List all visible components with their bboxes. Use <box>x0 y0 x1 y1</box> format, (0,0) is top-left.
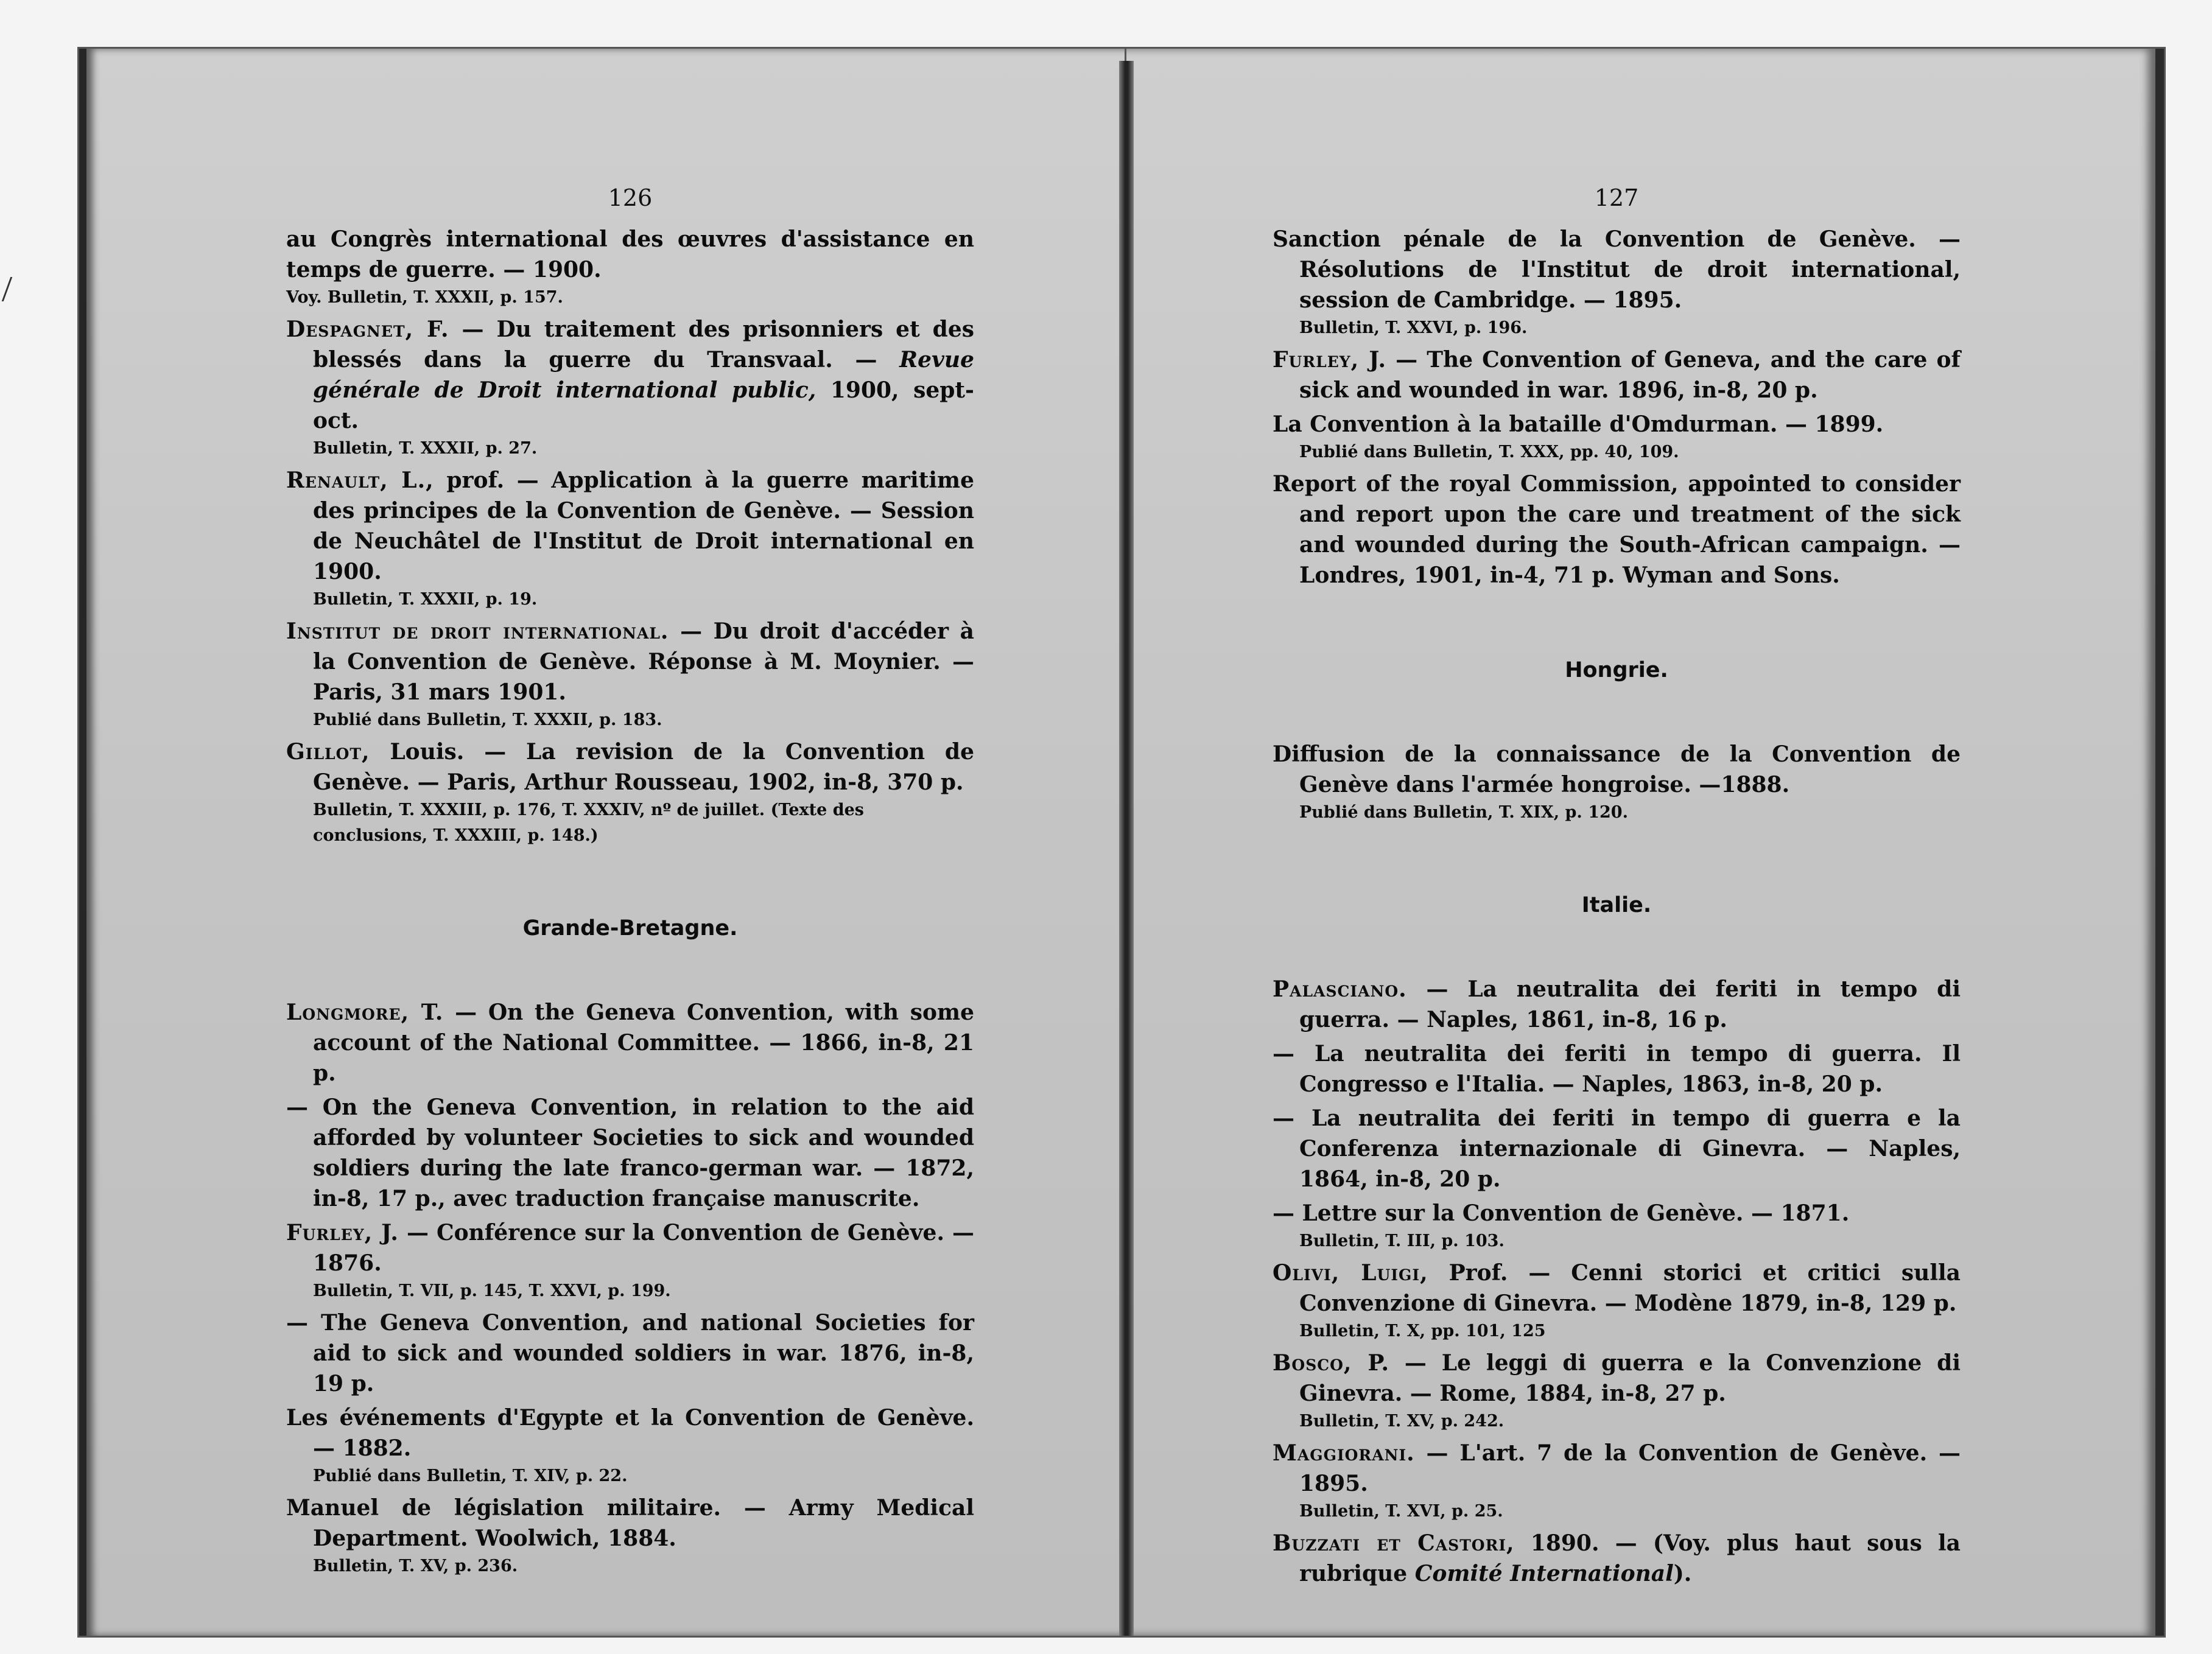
entries-list <box>1273 739 1961 825</box>
entry-tail: ). <box>1673 1561 1692 1586</box>
entry-body: 1890. — (Voy. plus haut sous la rubrique <box>1299 1530 1961 1586</box>
entry-body: — L'art. 7 de la Convention de Genève. — 1895. <box>1299 1440 1961 1496</box>
bibliography-entry <box>1273 1198 1961 1254</box>
entry-text <box>1273 739 1961 800</box>
bibliography-entry <box>1273 1348 1961 1434</box>
entry-body: — On the Geneva Convention, in relation to the aid afforded by volunteer Societies to sick and wounded soldiers during the late franco-german war. — 1872, in-8, 17 p., avec traduction française manuscrite. <box>286 1095 974 1211</box>
entry-text <box>1273 1258 1961 1319</box>
entry-cite: Bulletin, T. XXXII, p. 27. <box>313 439 538 458</box>
bibliography-entry <box>286 1403 974 1489</box>
bibliography-entry <box>1273 974 1961 1035</box>
entry-body: — La neutralita dei feriti in tempo di guerra e la Conferenza internazionale di Ginevra. — Naples, 1864, in-8, 20 p. <box>1273 1106 1961 1192</box>
entry-cite: Bulletin, T. III, p. 103. <box>1299 1232 1505 1250</box>
entries-list <box>286 997 974 1579</box>
entry-text <box>1273 469 1961 590</box>
entry-body: Report of the royal Commission, appointed to consider and report upon the care und treatment of the sick and wounded during the South-African campaign. — Londres, 1901, in-4, 71 p. Wyman and Sons. <box>1273 471 1961 588</box>
entry-body: Manuel de législation militaire. — Army Medical Department. Woolwich, 1884. <box>286 1495 974 1551</box>
entry-author: Buzzati et Castori, <box>1273 1530 1515 1556</box>
right-page-content <box>1273 224 1961 1593</box>
entry-cite: Publié dans Bulletin, T. XIX, p. 120. <box>1299 803 1628 822</box>
entry-text <box>286 314 974 436</box>
entry-journal: Revue générale de Droit international public, <box>313 347 974 403</box>
entry-text <box>1273 224 1961 315</box>
entry-author: Despagnet, F. <box>286 317 449 342</box>
entry-cite: Publié dans Bulletin, T. XIV, p. 22. <box>313 1467 628 1485</box>
entry-text <box>286 1308 974 1399</box>
entry-tail: 1900, sept-oct. <box>313 377 974 433</box>
bibliography-entry <box>286 997 974 1088</box>
entry-text <box>1273 1528 1961 1589</box>
entry-author: Institut de droit international. <box>286 618 669 644</box>
entry-body: Louis. — La revision de la Convention de Genève. — Paris, Arthur Rousseau, 1902, in-8, 370 p. <box>313 739 974 795</box>
entry-author: Longmore, T. <box>286 1000 444 1025</box>
entry-cite: Voy. Bulletin, T. XXXII, p. 157. <box>286 288 563 307</box>
entry-journal: Comité International <box>1414 1561 1674 1586</box>
entry-cite: Publié dans Bulletin, T. XXXII, p. 183. <box>313 710 662 729</box>
page-number: 127 <box>1594 184 1639 211</box>
section-title: Grande-Bretagne. <box>522 916 738 941</box>
entry-body: Diffusion de la connaissance de la Convention de Genève dans l'armée hongroise. —1888. <box>1273 741 1961 797</box>
left-page-content <box>286 224 974 1583</box>
entry-body: — Conférence sur la Convention de Genève. — 1876. <box>313 1220 974 1276</box>
bibliography-entry <box>1273 1528 1961 1589</box>
entry-cite: Bulletin, T. XXXII, p. 19. <box>313 590 538 609</box>
bibliography-entry <box>286 314 974 461</box>
entry-author: Renault, L., <box>286 468 434 493</box>
opening-entry <box>286 224 974 310</box>
entry-cite: Bulletin, T. XXVI, p. 196. <box>1299 318 1528 337</box>
bibliography-entry <box>1273 1438 1961 1524</box>
section-title: Hongrie. <box>1565 658 1668 682</box>
entry-text <box>286 997 974 1088</box>
entry-cite: Bulletin, T. X, pp. 101, 125 <box>1299 1322 1546 1340</box>
entry-text <box>1273 974 1961 1035</box>
bibliography-entry <box>286 616 974 733</box>
entry-body: — Du traitement des prisonniers et des blessés dans la guerre du Transvaal. — <box>313 317 975 373</box>
entries-list <box>1273 224 1961 590</box>
entry-body: La Convention à la bataille d'Omdurman. — 1899. <box>1273 412 1884 437</box>
entry-text <box>1273 1103 1961 1194</box>
entry-cite: Publié dans Bulletin, T. XXX, pp. 40, 109. <box>1299 443 1679 461</box>
entry-body: — The Geneva Convention, and national Societies for aid to sick and wounded soldiers in war. 1876, in-8, 19 p. <box>286 1310 974 1396</box>
book-gutter <box>1119 61 1134 1636</box>
entry-body: — On the Geneva Convention, with some account of the National Committee. — 1866, in-8, 21 p. <box>313 1000 974 1086</box>
entry-cite: Bulletin, T. XVI, p. 25. <box>1299 1502 1503 1521</box>
entry-text <box>1273 409 1961 440</box>
entry-text <box>286 1493 974 1554</box>
entry-body: Les événements d'Egypte et la Convention de Genève. — 1882. <box>286 1405 974 1461</box>
entry-text: au Congrès international des œuvres d'assistance en temps de guerre. — 1900. <box>286 226 974 282</box>
entry-body: Prof. — Cenni storici et critici sulla Convenzione di Ginevra. — Modène 1879, in-8, 129 p. <box>1299 1260 1961 1316</box>
margin-mark <box>2 277 31 301</box>
entry-text <box>1273 1438 1961 1499</box>
entry-cite: Bulletin, T. XV, p. 242. <box>1299 1412 1505 1431</box>
section-title: Italie. <box>1581 893 1652 917</box>
bibliography-entry <box>1273 224 1961 341</box>
entry-body: — La neutralita dei feriti in tempo di guerra. — Naples, 1861, in-8, 16 p. <box>1299 976 1961 1032</box>
entry-text <box>286 616 974 707</box>
entry-body: — La neutralita dei feriti in tempo di guerra. Il Congresso e l'Italia. — Naples, 1863, in-8, 20 p. <box>1273 1041 1961 1097</box>
entry-body: — Lettre sur la Convention de Genève. — 1871. <box>1273 1200 1850 1226</box>
entry-text <box>286 1218 974 1278</box>
entry-text <box>286 737 974 797</box>
page-number: 126 <box>608 184 653 211</box>
entry-author: Bosco, P. <box>1273 1350 1390 1376</box>
bibliography-entry <box>286 737 974 849</box>
bibliography-entry <box>1273 1039 1961 1099</box>
bibliography-entry <box>1273 469 1961 590</box>
entry-cite: Bulletin, T. VII, p. 145, T. XXVI, p. 199. <box>313 1281 671 1300</box>
bibliography-entry <box>1273 739 1961 825</box>
entry-text <box>286 465 974 587</box>
bibliography-entry <box>286 1493 974 1579</box>
entry-text <box>1273 1348 1961 1409</box>
entry-author: Gillot, <box>286 739 370 765</box>
bibliography-entry <box>1273 1258 1961 1344</box>
entry-body: — Le leggi di guerra e la Convenzione di Ginevra. — Rome, 1884, in-8, 27 p. <box>1299 1350 1961 1406</box>
bibliography-entry <box>1273 345 1961 405</box>
bibliography-entry <box>286 1218 974 1304</box>
entry-author: Furley, J. <box>286 1220 399 1246</box>
entry-text <box>1273 345 1961 405</box>
entry-body: prof. — Application à la guerre maritime des principes de la Convention de Genève. — Session de Neuchâtel de l'Institut de Droit international en 1900. <box>313 468 974 584</box>
entries-list <box>286 314 974 849</box>
bibliography-entry <box>1273 1103 1961 1194</box>
entry-body: — Du droit d'accéder à la Convention de Genève. Réponse à M. Moynier. — Paris, 31 mars 1901. <box>313 618 974 705</box>
entry-text <box>1273 1039 1961 1099</box>
entry-body: Sanction pénale de la Convention de Genève. — Résolutions de l'Institut de droit international, session de Cambridge. — 1895. <box>1273 226 1961 313</box>
entry-cite: Bulletin, T. XV, p. 236. <box>313 1557 518 1575</box>
entries-list <box>1273 974 1961 1589</box>
entry-author: Maggiorani. <box>1273 1440 1415 1466</box>
entry-cite: Bulletin, T. XXXIII, p. 176, T. XXXIV, nº de juillet. (Texte des conclusions, T. XXXIII, p. 148.) <box>313 801 864 845</box>
entry-text <box>286 1092 974 1214</box>
entry-author: Olivi, Luigi, <box>1273 1260 1428 1286</box>
entry-text <box>1273 1198 1961 1228</box>
entry-body: — The Convention of Geneva, and the care of sick and wounded in war. 1896, in-8, 20 p. <box>1299 347 1961 403</box>
bibliography-entry <box>286 1308 974 1399</box>
bibliography-entry <box>286 1092 974 1214</box>
entry-text <box>286 1403 974 1463</box>
bibliography-entry <box>1273 409 1961 465</box>
entry-author: Palasciano. <box>1273 976 1407 1002</box>
bibliography-entry <box>286 465 974 612</box>
entry-author: Furley, J. <box>1273 347 1387 373</box>
